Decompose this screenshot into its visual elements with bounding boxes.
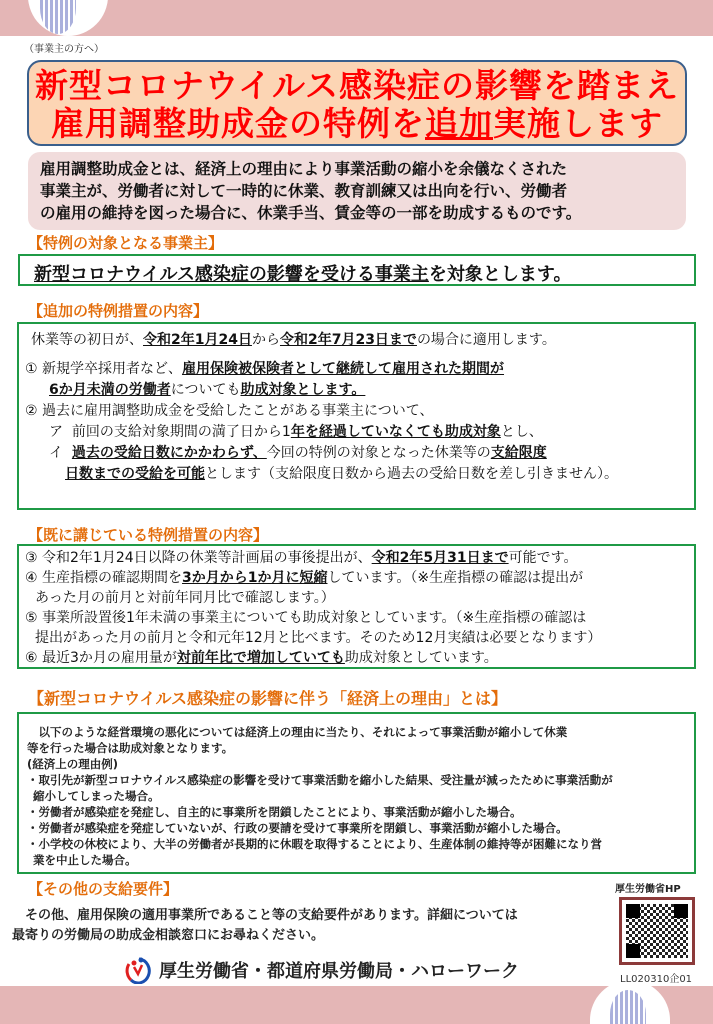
item-3 — [25, 548, 694, 568]
text: 過去に雇用調整助成金を受給したことがある事業主について、 — [37, 403, 434, 419]
emphasis: 過去の受給日数にかかわらず、 — [71, 445, 267, 461]
circled-number-5: ⑤ — [25, 610, 38, 626]
period-line — [31, 330, 694, 351]
emphasis: 助成対象とします。 — [240, 382, 366, 398]
heading-additional-measures: 【追加の特例措置の内容】 — [28, 302, 209, 320]
emphasis: 3か月から1か月に短縮 — [182, 570, 328, 586]
target-employers-box — [18, 254, 696, 286]
economic-reasons-box — [17, 712, 696, 874]
other-line: 最寄りの労働局の助成金相談窓口にお尋ねください。 — [12, 928, 325, 943]
example-item: 業を中止した場合。 — [33, 853, 137, 867]
title-banner — [27, 60, 687, 146]
item-2 — [25, 401, 694, 422]
text: 新規学卒採用者など、 — [37, 361, 183, 377]
text: の場合に適用します。 — [416, 332, 556, 348]
intro-line: 雇用調整助成金とは、経済上の理由により事業活動の縮小を余儀なくされた — [40, 160, 568, 178]
item-6 — [25, 648, 694, 668]
target-text: を対象とします。 — [428, 264, 572, 285]
text: とします（支給限度日数から過去の受給日数を差し引きません）。 — [205, 466, 618, 482]
title-line-2 — [29, 105, 685, 143]
emphasis: 雇用保険被保険者として継続して雇用された期間が — [182, 361, 505, 377]
item-1 — [25, 359, 694, 380]
circled-number-6: ⑥ — [25, 650, 38, 666]
qr-code-frame[interactable] — [619, 897, 695, 965]
text: 最近3か月の雇用量が — [37, 650, 177, 666]
emphasis: 6か月未満の労働者 — [49, 382, 171, 398]
example-item: ・労働者が感染症を発症し、自主的に事業所を閉鎖したことにより、事業活動が縮小した場合。 — [27, 805, 522, 819]
title-emphasis: 追加 — [425, 105, 493, 142]
text: についても — [170, 382, 241, 398]
example-item: ・取引先が新型コロナウイルス感染症の影響を受けて事業活動を縮小した結果、受注量が減ったために事業活動が — [27, 773, 613, 787]
qr-label: 厚生労働省HP — [615, 884, 681, 895]
example-item: ・労働者が感染症を発症していないが、行政の要請を受けて事業所を閉鎖し、事業活動が縮小した場合。 — [27, 821, 568, 835]
emphasis: 年を経過していなくても助成対象 — [290, 424, 501, 440]
title-text: 雇用調整助成金の特例を — [51, 105, 425, 142]
circled-number-4: ④ — [25, 570, 38, 586]
heading-economic-reasons: 【新型コロナウイルス感染症の影響に伴う「経済上の理由」とは】 — [28, 689, 508, 708]
sub-label-i: イ — [49, 445, 63, 461]
text: 休業等の初日が、 — [31, 332, 143, 348]
text: 可能です。 — [508, 550, 578, 566]
top-decor-band — [0, 0, 713, 36]
intro-line: 事業主が、労働者に対して一時的に休業、教育訓練又は出向を行い、労働者 — [40, 182, 568, 200]
text: 前回の支給対象期間の満了日から1 — [71, 424, 291, 440]
sub-label-a: ア — [49, 424, 63, 440]
intro-description — [28, 152, 686, 230]
heading-other-requirements: 【その他の支給要件】 — [28, 880, 179, 898]
heading-target-employers: 【特例の対象となる事業主】 — [28, 234, 224, 252]
heading-existing-measures: 【既に講じている特例措置の内容】 — [28, 526, 269, 544]
circled-number-1: ① — [25, 361, 38, 377]
existing-measures-box — [17, 544, 696, 669]
item-2-i — [49, 443, 694, 464]
target-emphasis: 新型コロナウイルス感染症の影響を受ける事業主 — [34, 264, 429, 285]
title-text: 実施します — [493, 105, 663, 142]
examples-label: (経済上の理由例) — [27, 757, 119, 771]
text: 生産指標の確認期間を — [37, 570, 183, 586]
reason-intro: 以下のような経営環境の悪化については経済上の理由に当たり、それによって事業活動が縮小して休業 — [27, 725, 568, 739]
period-start: 令和2年1月24日 — [143, 332, 252, 348]
text: 令和2年1月24日以降の休業等計画届の事後提出が、 — [37, 550, 372, 566]
emphasis: 日数までの受給を可能 — [65, 466, 205, 482]
emphasis: 支給限度 — [490, 445, 547, 461]
additional-measures-box — [17, 322, 696, 510]
item-2-i-cont — [65, 464, 694, 485]
text: とし、 — [500, 424, 543, 440]
example-item: 縮小してしまった場合。 — [33, 789, 160, 803]
footer-organization — [125, 956, 519, 984]
text: から — [251, 332, 280, 348]
item-5-cont: 提出があった月の前月と令和元年12月と比べます。そのため12月実績は必要となります） — [35, 630, 602, 646]
example-item: ・小学校の休校により、大半の労働者が長期的に休暇を取得することにより、生産体制の維持等が困難になり営 — [27, 837, 602, 851]
emphasis: 対前年比で増加していても — [176, 650, 345, 666]
emphasis: 令和2年5月31日まで — [371, 550, 509, 566]
reason-intro: 等を行った場合は助成対象となります。 — [27, 741, 234, 755]
item-2-a — [49, 422, 694, 443]
text: 助成対象としています。 — [344, 650, 498, 666]
intro-line: の雇用の維持を図った場合に、休業手当、賃金等の一部を助成するものです。 — [40, 204, 582, 222]
item-5 — [25, 608, 694, 628]
document-code: LL020310企01 — [620, 974, 693, 985]
item-4 — [25, 568, 694, 588]
other-requirements-text — [12, 906, 518, 946]
mhlw-logo-icon — [125, 956, 151, 984]
text: しています。（※生産指標の確認は提出が — [327, 570, 584, 586]
title-line-1: 新型コロナウイルス感染症の影響を踏まえ — [34, 67, 680, 104]
qr-code-icon[interactable] — [626, 904, 688, 958]
organization-name: 厚生労働省・都道府県労働局・ハローワーク — [159, 961, 519, 982]
circled-number-3: ③ — [25, 550, 38, 566]
audience-label: （事業主の方へ） — [24, 44, 104, 55]
text: 事業所設置後1年未満の事業主についても助成対象としています。（※生産指標の確認は — [37, 610, 587, 626]
circled-number-2: ② — [25, 403, 38, 419]
other-line: その他、雇用保険の適用事業所であること等の支給要件があります。詳細については — [12, 908, 518, 923]
item-1-cont — [49, 380, 694, 401]
item-4-cont: あった月の前月と対前年同月比で確認します。） — [35, 590, 335, 606]
text: 今回の特例の対象となった休業等の — [266, 445, 491, 461]
period-end: 令和2年7月23日まで — [279, 332, 417, 348]
